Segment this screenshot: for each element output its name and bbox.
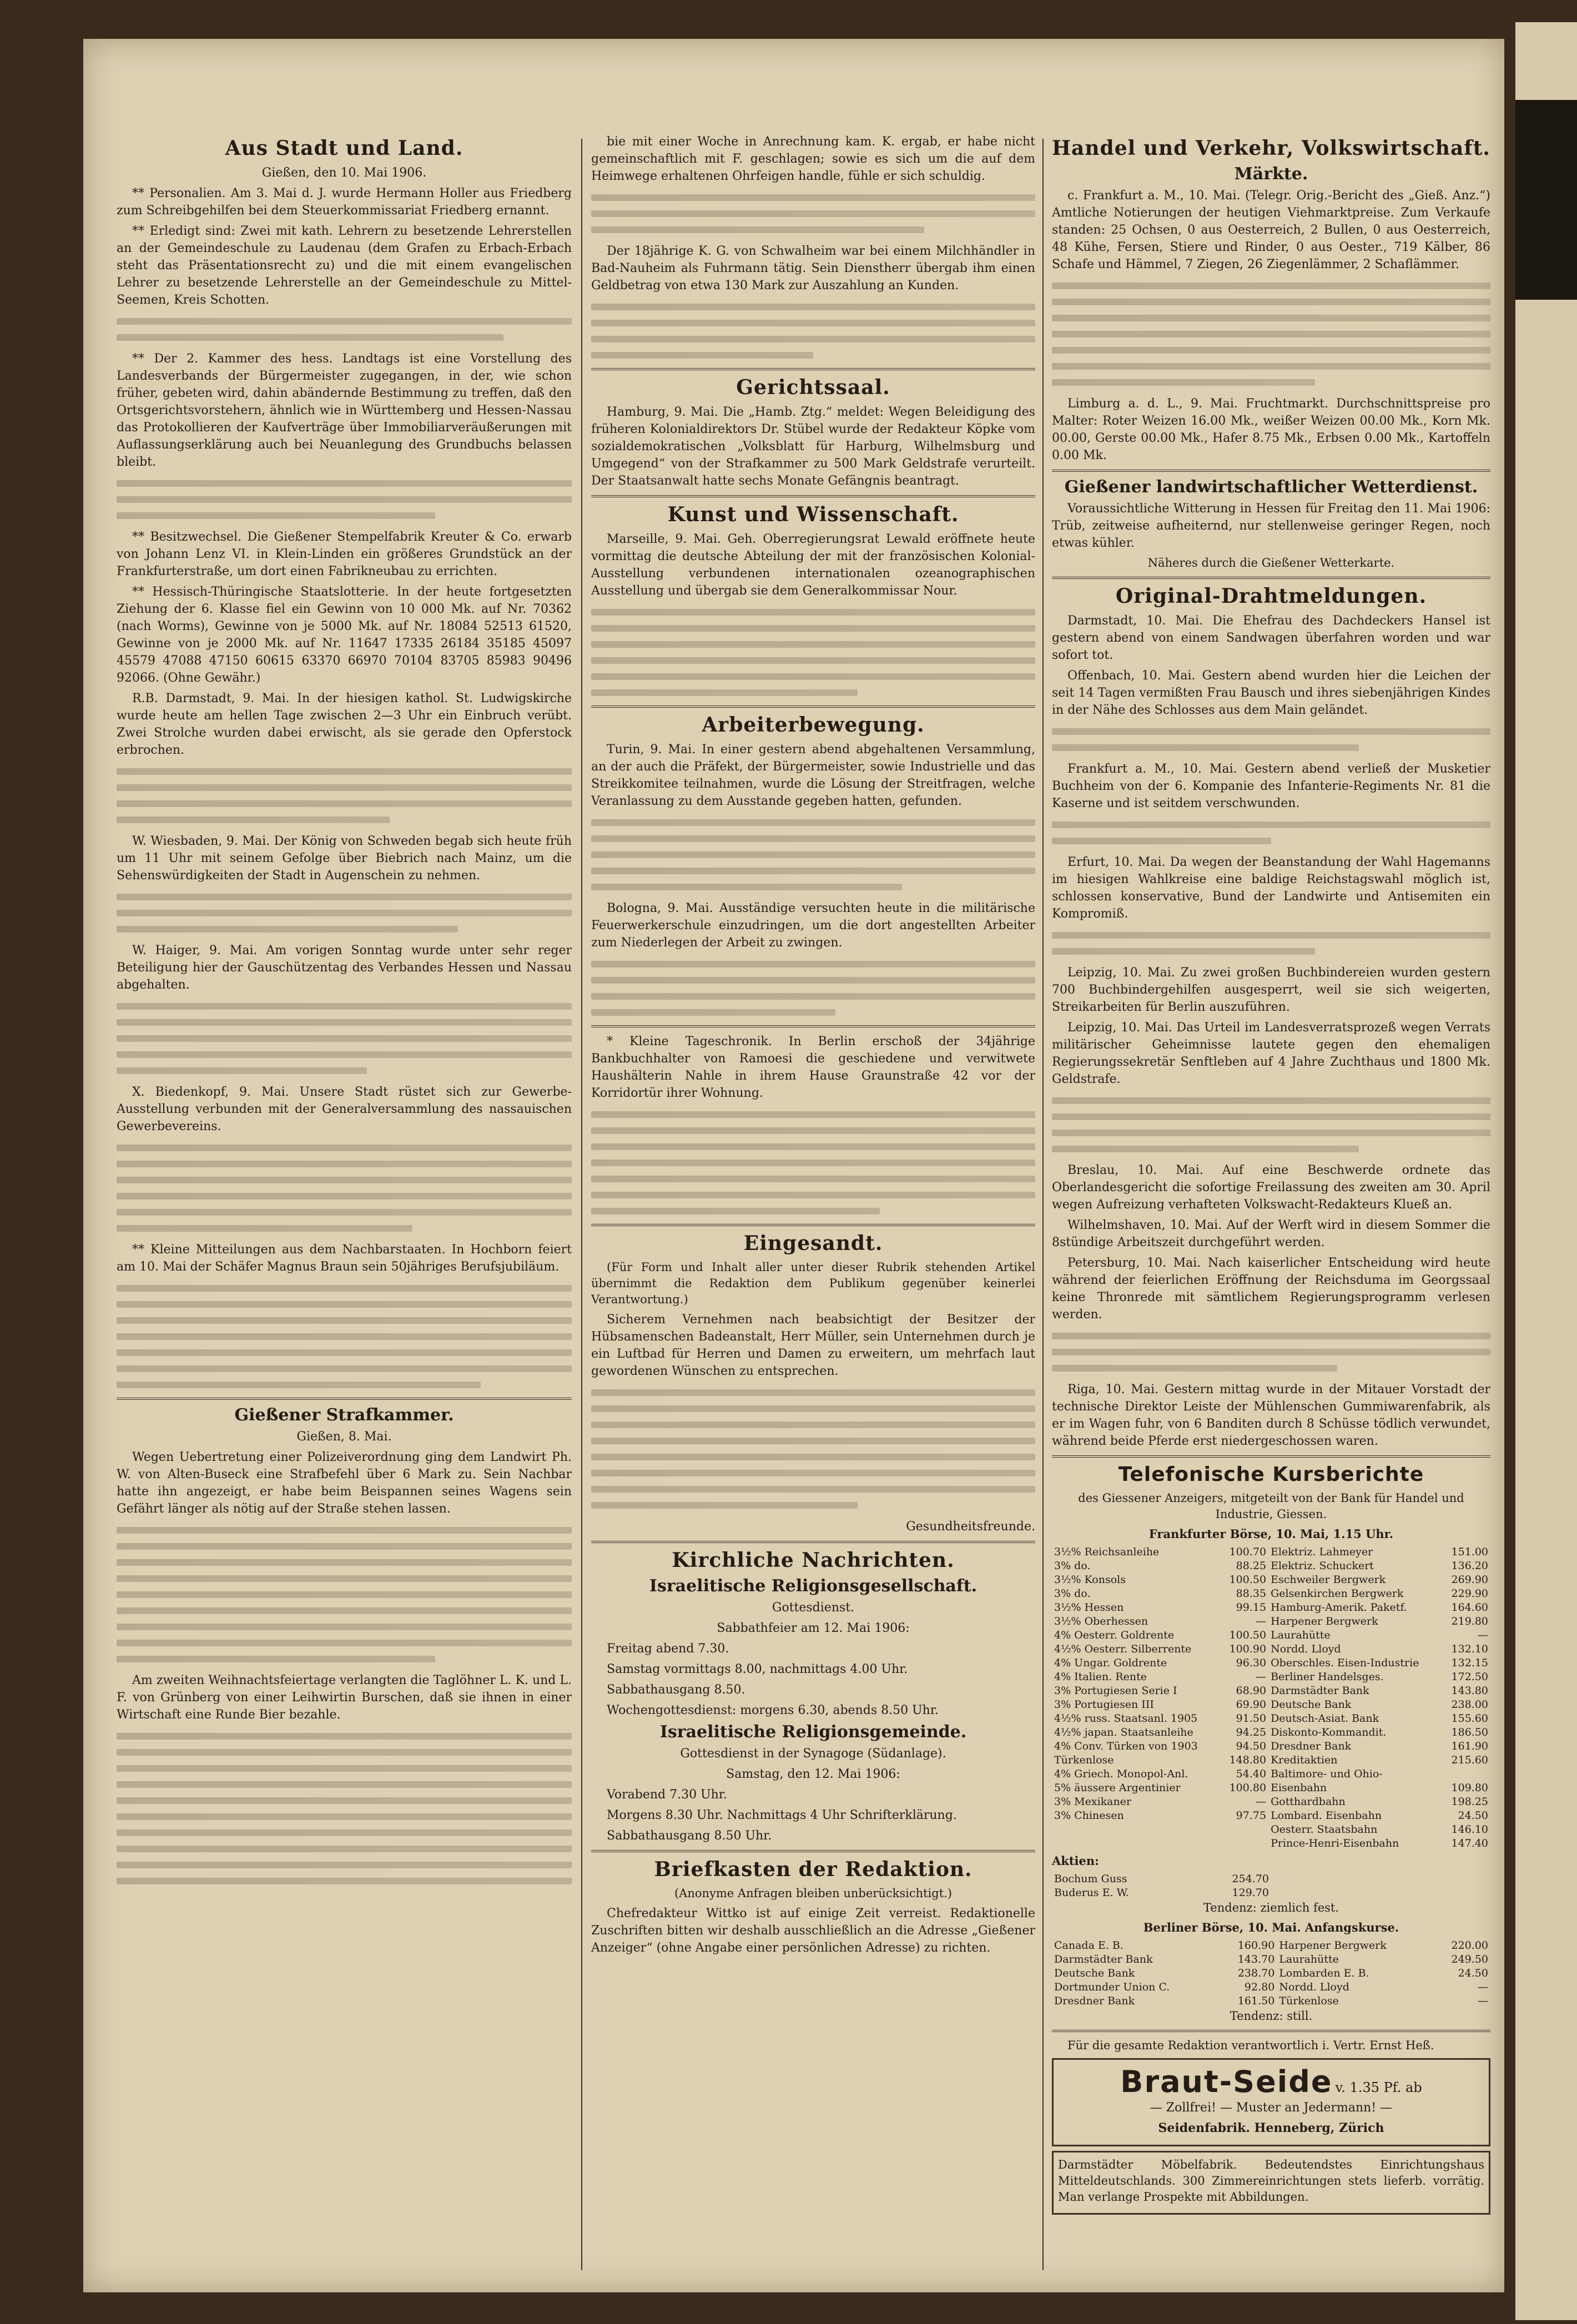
subsection-title: Märkte. (1234, 164, 1308, 184)
text-lines (591, 819, 1035, 890)
text: Morgens 8.30 Uhr. Nachmittags 4 Uhr Schrifterklärung. (607, 1808, 957, 1822)
security-cell: Eisenbahn (1271, 1782, 1327, 1794)
price-cell: 100.90 (1229, 1643, 1267, 1655)
table-row (1052, 1837, 1490, 1851)
text-lines (1052, 1097, 1490, 1152)
security-cell: 4% Griech. Monopol-Anl. (1054, 1768, 1188, 1780)
price-cell (1443, 1767, 1490, 1781)
divider (591, 1850, 1035, 1852)
table-row (1052, 1809, 1490, 1823)
text-lines (117, 1145, 572, 1232)
table-row (1052, 1642, 1490, 1656)
security-cell: Gotthardbahn (1271, 1796, 1346, 1808)
security-cell: 4½% Oesterr. Silberrente (1054, 1643, 1192, 1655)
security-cell: Dresdner Bank (1271, 1740, 1352, 1752)
section-title: Arbeiterbewegung. (702, 713, 925, 737)
price-cell: 249.50 (1451, 1953, 1488, 1965)
article: * Kleine Tageschronik. In Berlin erschoß der 34jährige Bankbuchhalter von Ramoesi die geschiedene und verwitwete Haushälterin Nahle in ihrem Hause Graunstraße 42 vor der Korridortür ihrer Wohnung. (591, 1035, 1035, 1100)
security-cell: Darmstädter Bank (1271, 1685, 1369, 1697)
article: Breslau, 10. Mai. Auf eine Beschwerde ordnete das Oberlandesgericht die sofortige Freilassung des zweiten am 30. April wegen Aufreizung verhafteten Volkswacht-Redakteurs Klueß an. (1052, 1163, 1490, 1212)
subsection-title: Berliner Börse, 10. Mai. Anfangskurse. (1143, 1920, 1399, 1934)
ad-title: Braut-Seide (1120, 2064, 1333, 2099)
security-cell: 5% äussere Argentinier (1054, 1782, 1181, 1794)
price-cell: 132.10 (1451, 1643, 1488, 1655)
price-cell: 100.80 (1229, 1782, 1267, 1794)
security-cell: Bochum Guss (1054, 1873, 1127, 1885)
article: Leipzig, 10. Mai. Zu zwei großen Buchbindereien wurden gestern 700 Buchbindergehilfen ausgesperrt, weil sie sich weigerten, Streikarbeiten für Berlin auszuführen. (1052, 966, 1490, 1014)
table-row (1052, 1872, 1271, 1886)
security-cell: 3½% Hessen (1054, 1601, 1124, 1614)
table-row (1052, 1656, 1490, 1670)
article: Wilhelmshaven, 10. Mai. Auf der Werft wird in diesem Sommer die 8stündige Arbeitszeit durchgeführt werden. (1052, 1218, 1490, 1249)
column-economy (1052, 133, 1490, 2270)
table-row (1052, 1573, 1490, 1587)
table-row (1052, 1753, 1490, 1767)
security-cell: 4½% japan. Staatsanleihe (1054, 1726, 1193, 1738)
table-row (1052, 1781, 1490, 1795)
price-cell: — (1478, 1995, 1488, 2007)
security-cell: Buderus E. W. (1054, 1887, 1129, 1899)
table-row (1052, 1712, 1490, 1726)
table-row (1052, 1967, 1490, 1980)
price-cell: 164.60 (1451, 1601, 1488, 1614)
security-cell: Laurahütte (1279, 1953, 1339, 1965)
column-middle (591, 133, 1035, 2270)
price-cell: 88.25 (1236, 1560, 1267, 1572)
price-cell: 151.00 (1451, 1546, 1488, 1558)
table-row (1052, 1740, 1490, 1753)
price-cell: 160.90 (1237, 1939, 1275, 1952)
advertisement-furniture (1052, 2151, 1490, 2215)
table-row (1052, 1795, 1490, 1809)
price-cell: 238.00 (1451, 1698, 1488, 1711)
price-cell: 147.40 (1451, 1837, 1488, 1849)
article: ** Besitzwechsel. Die Gießener Stempelfabrik Kreuter & Co. erwarb von Johann Lenz VI. in Klein-Linden ein größeres Grundstück an der Frankfurterstraße, um dort einen Fabrikneubau zu errichten. (117, 530, 572, 578)
price-cell: 96.30 (1236, 1657, 1267, 1669)
price-cell: — (1478, 1629, 1488, 1641)
article: Voraussichtliche Witterung in Hessen für Freitag den 11. Mai 1906: Trüb, zeitweise aufheiternd, nur stellenweise geringer Regen, noch etwas kühler. (1052, 502, 1490, 550)
security-cell: 3½% Reichsanleihe (1054, 1546, 1160, 1558)
section-title: Telefonische Kursberichte (1118, 1463, 1424, 1486)
column-local-news (117, 133, 572, 2270)
subsection-title: Israelitische Religionsgemeinde. (659, 1722, 967, 1742)
price-cell: 68.90 (1236, 1685, 1267, 1697)
text-lines (117, 894, 572, 932)
table-row (1052, 1545, 1490, 1559)
security-cell: 4% Ungar. Goldrente (1054, 1657, 1167, 1669)
price-cell: 129.70 (1232, 1887, 1269, 1899)
text-lines (1052, 283, 1490, 386)
article: Wegen Uebertretung einer Polizeiverordnung ging dem Landwirt Ph. W. von Alten-Buseck eine Strafbefehl über 6 Mark zu. Sein Nachbar hatte ihn angezeigt, er habe beim Beispannen seines Wagens sein Gefährt länger als nötig auf der Straße stehen lassen. (117, 1450, 572, 1516)
price-cell: 198.25 (1451, 1796, 1488, 1808)
security-cell: Baltimore- und Ohio- (1271, 1768, 1383, 1780)
divider (117, 1398, 572, 1400)
text-lines (117, 1285, 572, 1388)
price-cell: 132.15 (1451, 1657, 1488, 1669)
divider (591, 1541, 1035, 1543)
security-cell: 4% Conv. Türken von 1903 (1054, 1740, 1198, 1752)
note: Tendenz: ziemlich fest. (1203, 1901, 1339, 1914)
security-cell (1052, 1823, 1221, 1837)
divider (1052, 577, 1490, 579)
security-cell: Deutsche Bank (1271, 1698, 1352, 1711)
article: Darmstadt, 10. Mai. Die Ehefrau des Dachdeckers Hansel ist gestern abend von einem Sandwagen überfahren worden und war sofort tot. (1052, 614, 1490, 662)
price-cell: 94.25 (1236, 1726, 1267, 1738)
price-cell: 92.80 (1244, 1981, 1275, 1993)
table-row (1052, 1670, 1490, 1684)
security-cell: Deutsch-Asiat. Bank (1271, 1712, 1379, 1725)
table-row (1052, 1587, 1490, 1601)
security-cell: 3% do. (1054, 1560, 1091, 1572)
article: Limburg a. d. L., 9. Mai. Fruchtmarkt. Durchschnittspreise pro Malter: Roter Weizen 16.00 Mk., weißer Weizen 00.00 Mk., Korn Mk. 00.00, Gerste 00.00 Mk., Hafer 8.75 Mk., Erbsen 0.00 Mk., Kartoffeln 0.00 Mk. (1052, 397, 1490, 462)
price-cell: 219.80 (1451, 1615, 1488, 1627)
article: ** Erledigt sind: Zwei mit kath. Lehrern zu besetzende Lehrerstellen an der Gemeindeschule zu Laudenau (dem Grafen zu Erbach-Erbach steht das Präsentationsrecht zu) und die mit einem evangelischen Lehrer zu besetzende Lehrerstelle an der Gemeindeschule zu Mittel-Seemen, Kreis Schotten. (117, 224, 572, 307)
article: ** Personalien. Am 3. Mai d. J. wurde Hermann Holler aus Friedberg zum Schreibgehilfen bei dem Steuerkommissariat Friedberg ernannt. (117, 186, 572, 218)
table-row (1052, 1886, 1271, 1900)
price-cell: 24.50 (1458, 1809, 1488, 1822)
security-cell: Türkenlose (1054, 1754, 1114, 1766)
price-cell: 172.50 (1451, 1671, 1488, 1683)
price-cell: 54.40 (1236, 1768, 1267, 1780)
adjacent-page-dark-block (1515, 100, 1577, 300)
article: Bologna, 9. Mai. Ausständige versuchten heute in die militärische Feuerwerkerschule einzudringen, um die dort angestellten Arbeiter zum Niederlegen der Arbeit zu zwingen. (591, 901, 1035, 950)
table-row (1052, 1726, 1490, 1740)
text-lines (117, 1733, 572, 1884)
price-cell: 229.90 (1451, 1587, 1488, 1600)
price-cell: 136.20 (1451, 1560, 1488, 1572)
article: W. Wiesbaden, 9. Mai. Der König von Schweden begab sich heute früh um 11 Uhr mit seinem Gefolge über Biebrich nach Mainz, um die Sehenswürdigkeiten der Stadt in Augenschein zu nehmen. (117, 834, 572, 883)
article: bie mit einer Woche in Anrechnung kam. K. ergab, er habe nicht gemeinschaftlich mit F. geschlagen; sowie es sich um die auf dem Heimwege erhaltenen Ohrfeigen handle, fühle er sich schuldig. (591, 135, 1035, 183)
article: Turin, 9. Mai. In einer gestern abend abgehaltenen Versammlung, an der auch die Präfekt, der Bürgermeister, sowie Industrielle und das Streikkomitee teilnahmen, wurde die Lösung der Streitfragen, welche Veranlassung zu dem Ausstande gegeben hatten, gefunden. (591, 743, 1035, 808)
section-title: Eingesandt. (743, 1232, 883, 1255)
stock-table-aktien (1052, 1872, 1271, 1900)
text: Sabbathausgang 8.50. (607, 1683, 745, 1697)
article: Frankfurt a. M., 10. Mai. Gestern abend verließ der Musketier Buchheim von der 6. Kompanie des Infanterie-Regiments Nr. 81 die Kaserne und ist seitdem verschwunden. (1052, 762, 1490, 810)
security-cell: 3% Mexikaner (1054, 1796, 1132, 1808)
article: W. Haiger, 9. Mai. Am vorigen Sonntag wurde unter sehr reger Beteiligung hier der Gauschützentag des Verbandes Hessen und Nassau abgehalten. (117, 944, 572, 992)
security-cell: Dresdner Bank (1054, 1995, 1135, 2007)
text: Samstag vormittags 8.00, nachmittags 4.00 Uhr. (607, 1662, 908, 1676)
text: Samstag, den 12. Mai 1906: (726, 1767, 900, 1781)
stock-table-frankfurt (1052, 1545, 1490, 1851)
table-row (1052, 1615, 1490, 1629)
security-cell (1052, 1837, 1221, 1851)
price-cell: 109.80 (1451, 1782, 1488, 1794)
table-row (1052, 1559, 1490, 1573)
price-cell: 69.90 (1236, 1698, 1267, 1711)
price-cell: — (1478, 1981, 1488, 1993)
security-cell: Deutsche Bank (1054, 1967, 1135, 1979)
subsection-title: Frankfurter Börse, 10. Mai, 1.15 Uhr. (1148, 1527, 1394, 1541)
text-lines (1052, 1333, 1490, 1372)
price-cell: 143.70 (1237, 1953, 1275, 1965)
divider (591, 1025, 1035, 1027)
article: Petersburg, 10. Mai. Nach kaiserlicher Entscheidung wird heute während der feierlichen Eröffnung der Reichsduma im Georgssaal keine Thronrede mit sämtlichem Regierungsprogramm verlesen werden. (1052, 1256, 1490, 1322)
table-row (1052, 1980, 1490, 1994)
divider (1052, 470, 1490, 472)
security-cell: 3% Chinesen (1054, 1809, 1124, 1822)
security-cell: Kreditaktien (1271, 1754, 1338, 1766)
price-cell: 88.35 (1236, 1587, 1267, 1600)
security-cell: Dortmunder Union C. (1054, 1981, 1170, 1993)
text-lines (1052, 728, 1490, 751)
note: (Anonyme Anfragen bleiben unberücksichtigt.) (674, 1887, 953, 1900)
divider (591, 705, 1035, 708)
price-cell: 161.50 (1237, 1995, 1275, 2007)
price-cell: 155.60 (1451, 1712, 1488, 1725)
section-title: Original-Drahtmeldungen. (1115, 584, 1427, 608)
text-lines (117, 318, 572, 341)
divider (591, 495, 1035, 497)
security-cell: 4½% russ. Staatsanl. 1905 (1054, 1712, 1198, 1725)
security-cell: Lombarden E. B. (1279, 1967, 1369, 1979)
table-row (1052, 1601, 1490, 1615)
price-cell: 100.50 (1229, 1574, 1267, 1586)
divider (591, 1224, 1035, 1226)
price-cell: 100.70 (1229, 1546, 1267, 1558)
article: Der 18jährige K. G. von Schwalheim war bei einem Milchhändler in Bad-Nauheim als Fuhrmann tätig. Sein Dienstherr übergab ihm einen Geldbetrag von etwa 130 Mark zur Auszahlung an Kunden. (591, 244, 1035, 293)
text-lines (1052, 821, 1490, 844)
text: Freitag abend 7.30. (607, 1642, 729, 1656)
article: ** Hessisch-Thüringische Staatslotterie. In der heute fortgesetzten Ziehung der 6. Klasse fiel ein Gewinn von 10 000 Mk. auf Nr. 70362 (nach Worms), Gewinne von je 5000 Mk. auf Nr. 18084 52513 61520, Gewinne von je 2000 Mk. auf Nr. 11647 17335 26184 35185 45097 45579 47088 47150 60615 63370 66970 70104 83705 85983 90496 92066. (Ohne Gewähr.) (117, 585, 572, 685)
divider (591, 368, 1035, 370)
security-cell: Nordd. Lloyd (1279, 1981, 1349, 1993)
text-lines (591, 1111, 1035, 1214)
newspaper-page (83, 39, 1504, 2292)
price-cell: 146.10 (1451, 1823, 1488, 1836)
table-row (1052, 1953, 1490, 1967)
price-cell: 24.50 (1458, 1967, 1488, 1979)
text-lines (591, 1389, 1035, 1509)
price-cell (1221, 1823, 1268, 1837)
article: Leipzig, 10. Mai. Das Urteil im Landesverratsprozeß wegen Verrats militärischer Geheimnisse lautete gegen den ehemaligen Regierungssekretär Senftleben auf 4 Jahre Zuchthaus und 1800 Mk. Geldstrafe. (1052, 1021, 1490, 1086)
section-title: Briefkasten der Redaktion. (654, 1858, 973, 1881)
security-cell: Eschweiler Bergwerk (1271, 1574, 1386, 1586)
section-title: Kunst und Wissenschaft. (667, 503, 959, 526)
text: Sabbathfeier am 12. Mai 1906: (717, 1621, 910, 1635)
price-cell: 94.50 (1236, 1740, 1267, 1752)
article: Offenbach, 10. Mai. Gestern abend wurden hier die Leichen der seit 14 Tagen vermißten Frau Bausch und ihres siebenjährigen Kindes in der Nähe des Schlosses aus dem Main geländet. (1052, 669, 1490, 717)
ad-text: Darmstädter Möbelfabrik. Bedeutendstes Einrichtungshaus Mitteldeutschlands. 300 Zimmereinrichtungen stets lieferb. vorrätig. Man verlange Prospekte mit Abbildungen. (1058, 2158, 1484, 2204)
text-lines (591, 304, 1035, 359)
text: Sabbathausgang 8.50 Uhr. (607, 1829, 772, 1843)
text-lines (591, 194, 1035, 233)
text-lines (591, 609, 1035, 696)
price-cell: 100.50 (1229, 1629, 1267, 1641)
security-cell: Darmstädter Bank (1054, 1953, 1153, 1965)
price-cell: 161.90 (1451, 1740, 1488, 1752)
article: Hamburg, 9. Mai. Die „Hamb. Ztg.“ meldet: Wegen Beleidigung des früheren Kolonialdirektors Dr. Stübel wurde der Redakteur Köpke vom sozialdemokratischen „Volksblatt für Harburg, Wilhelmsburg und Umgegend“ von der Strafkammer zu 500 Mark Geldstrafe verurteilt. Der Staatsanwalt hatte sechs Monate Gefängnis beantragt. (591, 405, 1035, 488)
text: Gottesdienst in der Synagoge (Südanlage). (680, 1747, 946, 1761)
price-cell: 238.70 (1237, 1967, 1275, 1979)
security-cell: 3½% Oberhessen (1054, 1615, 1148, 1627)
text: Wochengottesdienst: morgens 6.30, abends 8.50 Uhr. (607, 1703, 939, 1717)
text-lines (117, 1003, 572, 1074)
dateline: Gießen, 8. Mai. (296, 1430, 392, 1444)
section-title: Gerichtssaal. (736, 376, 890, 399)
table-row (1052, 1698, 1490, 1712)
divider (1052, 2030, 1490, 2032)
section-title: Kirchliche Nachrichten. (672, 1549, 955, 1572)
security-cell: Oesterr. Staatsbahn (1271, 1823, 1378, 1836)
stock-table-berlin (1052, 1939, 1490, 2008)
subsection-title: Israelitische Religionsgesellschaft. (649, 1576, 978, 1596)
table-row (1052, 1684, 1490, 1698)
price-cell: 220.00 (1451, 1939, 1488, 1952)
note: Tendenz: still. (1230, 2009, 1313, 2023)
text-lines (117, 768, 572, 823)
ad-price: v. 1.35 Pf. ab (1335, 2080, 1422, 2095)
security-cell: Canada E. B. (1054, 1939, 1123, 1952)
security-cell: Laurahütte (1271, 1629, 1331, 1641)
price-cell: 215.60 (1451, 1754, 1488, 1766)
text-lines (591, 961, 1035, 1016)
security-cell: Prince-Henri-Eisenbahn (1271, 1837, 1399, 1849)
price-cell (1221, 1837, 1268, 1851)
section-title: Gießener Strafkammer. (234, 1405, 454, 1425)
article: X. Biedenkopf, 9. Mai. Unsere Stadt rüstet sich zur Gewerbe-Ausstellung verbunden mit der Generalversammlung des nassauischen Gewerbevereins. (117, 1085, 572, 1133)
security-cell: Elektriz. Schuckert (1271, 1560, 1374, 1572)
dateline: Gießen, den 10. Mai 1906. (261, 166, 427, 180)
ad-line: — Zollfrei! — Muster an Jedermann! — (1150, 2101, 1393, 2115)
price-cell: — (1256, 1796, 1267, 1808)
security-cell: Elektriz. Lahmeyer (1271, 1546, 1373, 1558)
article: ** Der 2. Kammer des hess. Landtags ist eine Vorstellung des Landesverbands der Bürgermeister zugegangen, in der, wie schon früher, gebeten wird, dahin abändernde Bestimmung zu treffen, daß den Ortsgerichtsvorstehern, ähnlich wie in Württemberg und Hessen-Nassau das Protokollieren der Kaufverträge über Immobiliarveräußerungen mit Auflassungserklärung auch bei Neuanlegung des Grundbuchs belassen bleibt. (117, 352, 572, 469)
security-cell: 3% Portugiesen Serie I (1054, 1685, 1177, 1697)
column-rule (1042, 139, 1044, 2270)
price-cell: 97.75 (1236, 1809, 1267, 1822)
price-cell: — (1256, 1671, 1267, 1683)
imprint: Für die gesamte Redaktion verantwortlich i. Vertr. Ernst Heß. (1067, 2039, 1434, 2052)
note: Näheres durch die Gießener Wetterkarte. (1147, 556, 1395, 569)
price-cell: 269.90 (1451, 1574, 1488, 1586)
note: (Für Form und Inhalt aller unter dieser Rubrik stehenden Artikel übernimmt die Redaktion dem Publikum gegenüber keinerlei Verantwortung.) (591, 1261, 1035, 1306)
security-cell: Gelsenkirchen Bergwerk (1271, 1587, 1404, 1600)
table-row (1052, 1767, 1490, 1781)
article: Chefredakteur Wittko ist auf einige Zeit verreist. Redaktionelle Zuschriften bitten wir deshalb ausschließlich an die Adresse „Gießener Anzeiger“ (ohne Angabe einer persönlichen Adresse) zu richten. (591, 1907, 1035, 1955)
security-cell: Diskonto-Kommandit. (1271, 1726, 1387, 1738)
security-cell: 3½% Konsols (1054, 1574, 1126, 1586)
text-lines (1052, 932, 1490, 955)
table-row (1052, 1939, 1490, 1953)
section-title: Handel und Verkehr, Volkswirtschaft. (1052, 137, 1490, 160)
article: Marseille, 9. Mai. Geh. Oberregierungsrat Lewald eröffnete heute vormittag die deutsche Abteilung der mit der französischen Kolonial-Ausstellung verbundenen internationalen ozeanographischen Ausstellung und übergab sie dem Generalkommissar Nour. (591, 532, 1035, 598)
security-cell: Hamburg-Amerik. Paketf. (1271, 1601, 1407, 1614)
text: Gottesdienst. (772, 1601, 855, 1615)
security-cell: 4% Italien. Rente (1054, 1671, 1147, 1683)
security-cell: Berliner Handelsges. (1271, 1671, 1384, 1683)
price-cell: 91.50 (1236, 1712, 1267, 1725)
adjacent-page-edge (1515, 22, 1577, 2320)
table-row (1052, 1629, 1490, 1642)
divider (1052, 1455, 1490, 1458)
table-row (1052, 1823, 1490, 1837)
table-row (1052, 1994, 1490, 2008)
column-rule (581, 139, 582, 2270)
article: Am zweiten Weihnachtsfeiertage verlangten die Taglöhner L. K. und L. F. von Grünberg von einer Leihwirtin Burschen, daß sie ihnen in einer Wirtschaft eine Runde Bier bezahle. (117, 1673, 572, 1722)
section-title: Aus Stadt und Land. (225, 137, 463, 160)
security-cell: Lombard. Eisenbahn (1271, 1809, 1382, 1822)
article: R.B. Darmstadt, 9. Mai. In der hiesigen kathol. St. Ludwigskirche wurde heute am hellen Tage zwischen 2—3 Uhr ein Einbruch verübt. Zwei Strolche wurden dabei erwischt, als sie gerade den Opferstock erbrochen. (117, 692, 572, 757)
price-cell: 254.70 (1232, 1873, 1269, 1885)
security-cell: 3% Portugiesen III (1054, 1698, 1154, 1711)
article: Sicherem Vernehmen nach beabsichtigt der Besitzer der Hübsamenschen Badeanstalt, Herr Müller, sein Unternehmen durch je ein Luftbad für Herren und Damen zu erweitern, um mehrfach laut gewordenen Wünschen zu entsprechen. (591, 1313, 1035, 1378)
text-lines (117, 480, 572, 519)
text-lines (117, 1527, 572, 1662)
security-cell: Harpener Bergwerk (1271, 1615, 1378, 1627)
advertisement-silk (1052, 2058, 1490, 2146)
text: Vorabend 7.30 Uhr. (607, 1788, 727, 1802)
price-cell: — (1256, 1615, 1267, 1627)
price-cell: 99.15 (1236, 1601, 1267, 1614)
note: des Giessener Anzeigers, mitgeteilt von der Bank für Handel und Industrie, Giessen. (1078, 1491, 1464, 1521)
article: Erfurt, 10. Mai. Da wegen der Beanstandung der Wahl Hagemanns im hiesigen Wahlkreise eine baldige Reichstagswahl möglich ist, schlossen konservative, Bund der Landwirte und Antisemiten ein Kompromiß. (1052, 855, 1490, 921)
security-cell: Oberschles. Eisen-Industrie (1271, 1657, 1419, 1669)
security-cell: 3% do. (1054, 1587, 1091, 1600)
security-cell: Harpener Bergwerk (1279, 1939, 1387, 1952)
security-cell: 4% Oesterr. Goldrente (1054, 1629, 1175, 1641)
price-cell: 148.80 (1229, 1754, 1267, 1766)
security-cell: Türkenlose (1279, 1995, 1339, 2007)
ad-firm: Seidenfabrik. Henneberg, Zürich (1158, 2121, 1384, 2135)
subsection-title: Aktien: (1052, 1854, 1099, 1868)
signature: Gesundheitsfreunde. (906, 1520, 1035, 1534)
price-cell: 143.80 (1451, 1685, 1488, 1697)
security-cell: Nordd. Lloyd (1271, 1643, 1341, 1655)
price-cell: 186.50 (1451, 1726, 1488, 1738)
article: ** Kleine Mitteilungen aus dem Nachbarstaaten. In Hochborn feiert am 10. Mai der Schäfer Magnus Braun sein 50jähriges Berufsjubiläum. (117, 1243, 572, 1274)
article: Riga, 10. Mai. Gestern mittag wurde in der Mitauer Vorstadt der technische Direktor Leiste der Mühlenschen Gummiwarenfabrik, als er im Wagen fuhr, von 6 Banditen durch 8 Schüsse tödlich verwundet, während beide Pferde erst niedergeschossen waren. (1052, 1383, 1490, 1448)
subsection-title: Gießener landwirtschaftlicher Wetterdienst. (1064, 477, 1478, 497)
article: c. Frankfurt a. M., 10. Mai. (Telegr. Orig.-Bericht des „Gieß. Anz.“) Amtliche Notierungen der heutigen Viehmarktpreise. Zum Verkaufe standen: 25 Ochsen, 0 aus Oesterreich, 2 Bullen, 0 aus Oesterreich, 48 Kühe, Fersen, Stiere und Rinder, 0 aus Oester., 719 Kälber, 86 Schafe und Hämmel, 7 Ziegen, 26 Ziegenlämmer, 2 Schaflämmer. (1052, 189, 1490, 271)
